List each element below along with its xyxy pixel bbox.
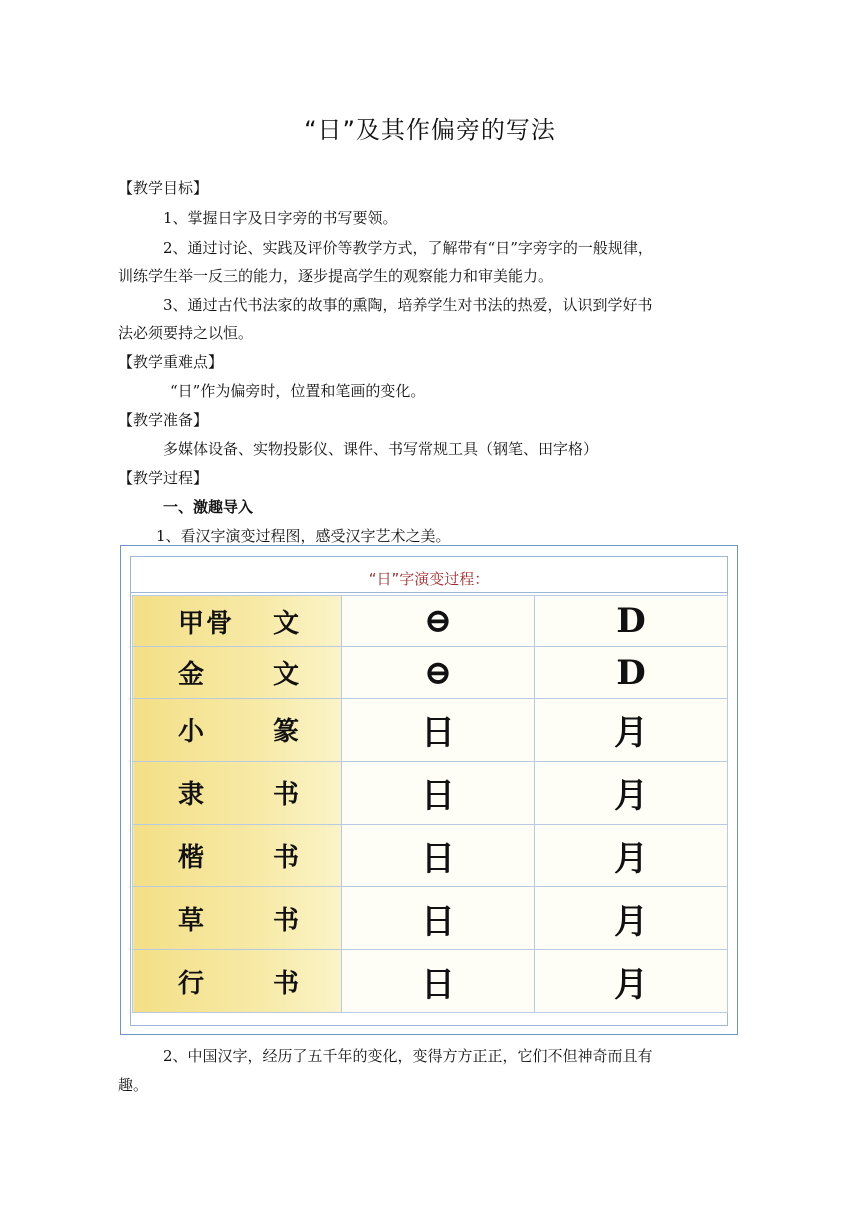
yue-glyph: 月 — [535, 950, 728, 1013]
evolution-row — [133, 647, 728, 698]
keypoints-text: “日”作为偏旁时，位置和笔画的变化。 — [170, 382, 426, 400]
script-name-cell — [133, 698, 342, 761]
yue-glyph: 月 — [535, 761, 728, 824]
keypoints-heading: 【教学重难点】 — [118, 353, 224, 371]
script-name-part: 书 — [272, 780, 301, 811]
goal-2-line-2: 训练学生举一反三的能力，逐步提高学生的观察能力和审美能力。 — [118, 267, 554, 285]
caption-divider — [130, 592, 728, 593]
script-name-part: 草 — [178, 905, 207, 936]
evolution-row — [133, 698, 728, 761]
script-name-cell — [133, 647, 342, 698]
step-2-line-1: 2、中国汉字，经历了五千年的变化，变得方方正正，它们不但神奇而且有 — [163, 1047, 653, 1065]
ri-glyph: ⊖ — [342, 647, 535, 698]
yue-glyph: 月 — [535, 698, 728, 761]
evolution-row — [133, 761, 728, 824]
script-name-part: 金 — [178, 660, 207, 691]
script-name-cell — [133, 824, 342, 887]
process-heading: 【教学过程】 — [118, 469, 209, 487]
ri-glyph: ⊖ — [342, 596, 535, 647]
script-name-part: 小 — [178, 717, 207, 748]
section-1-heading: 一、激趣导入 — [163, 498, 254, 516]
script-name-part: 甲骨 — [178, 608, 235, 639]
script-name-part: 书 — [272, 968, 301, 999]
goal-3-line-2: 法必须要持之以恒。 — [118, 324, 254, 342]
script-name-cell — [133, 761, 342, 824]
ri-glyph: 日 — [342, 950, 535, 1013]
step-1: 1、看汉字演变过程图，感受汉字艺术之美。 — [156, 527, 451, 545]
ri-glyph: 日 — [342, 698, 535, 761]
script-name-part: 隶 — [178, 780, 207, 811]
yue-glyph: D — [535, 647, 728, 698]
goal-3-line-1: 3、通过古代书法家的故事的熏陶，培养学生对书法的热爱，认识到学好书 — [163, 296, 653, 314]
ri-glyph: 日 — [342, 761, 535, 824]
script-name-part: 行 — [178, 968, 207, 999]
script-name-part: 文 — [272, 660, 301, 691]
evolution-table — [132, 595, 728, 1013]
ri-glyph: 日 — [342, 887, 535, 950]
goal-1: 1、掌握日字及日字旁的书写要领。 — [163, 209, 398, 227]
goal-2-line-1: 2、通过讨论、实践及评价等教学方式，了解带有“日”字旁字的一般规律， — [163, 239, 653, 257]
yue-glyph: 月 — [535, 887, 728, 950]
script-name-cell — [133, 887, 342, 950]
evolution-row — [133, 596, 728, 647]
yue-glyph: D — [535, 596, 728, 647]
evolution-row — [133, 950, 728, 1013]
script-name-part: 楷 — [178, 842, 207, 873]
page-title: “日”及其作偏旁的写法 — [304, 116, 556, 144]
step-2-line-2: 趣。 — [118, 1076, 149, 1094]
script-name-cell — [133, 950, 342, 1013]
script-name-part: 书 — [272, 905, 301, 936]
yue-glyph: 月 — [535, 824, 728, 887]
figure-caption: “日”字演变过程： — [368, 570, 490, 588]
evolution-row — [133, 824, 728, 887]
script-name-cell — [133, 596, 342, 647]
ri-glyph: 日 — [342, 824, 535, 887]
goals-heading: 【教学目标】 — [118, 179, 209, 197]
script-name-part: 文 — [272, 608, 301, 639]
script-name-part: 书 — [272, 842, 301, 873]
prep-text: 多媒体设备、实物投影仪、课件、书写常规工具（钢笔、田字格） — [163, 440, 599, 458]
evolution-row — [133, 887, 728, 950]
prep-heading: 【教学准备】 — [118, 411, 209, 429]
script-name-part: 篆 — [272, 717, 301, 748]
